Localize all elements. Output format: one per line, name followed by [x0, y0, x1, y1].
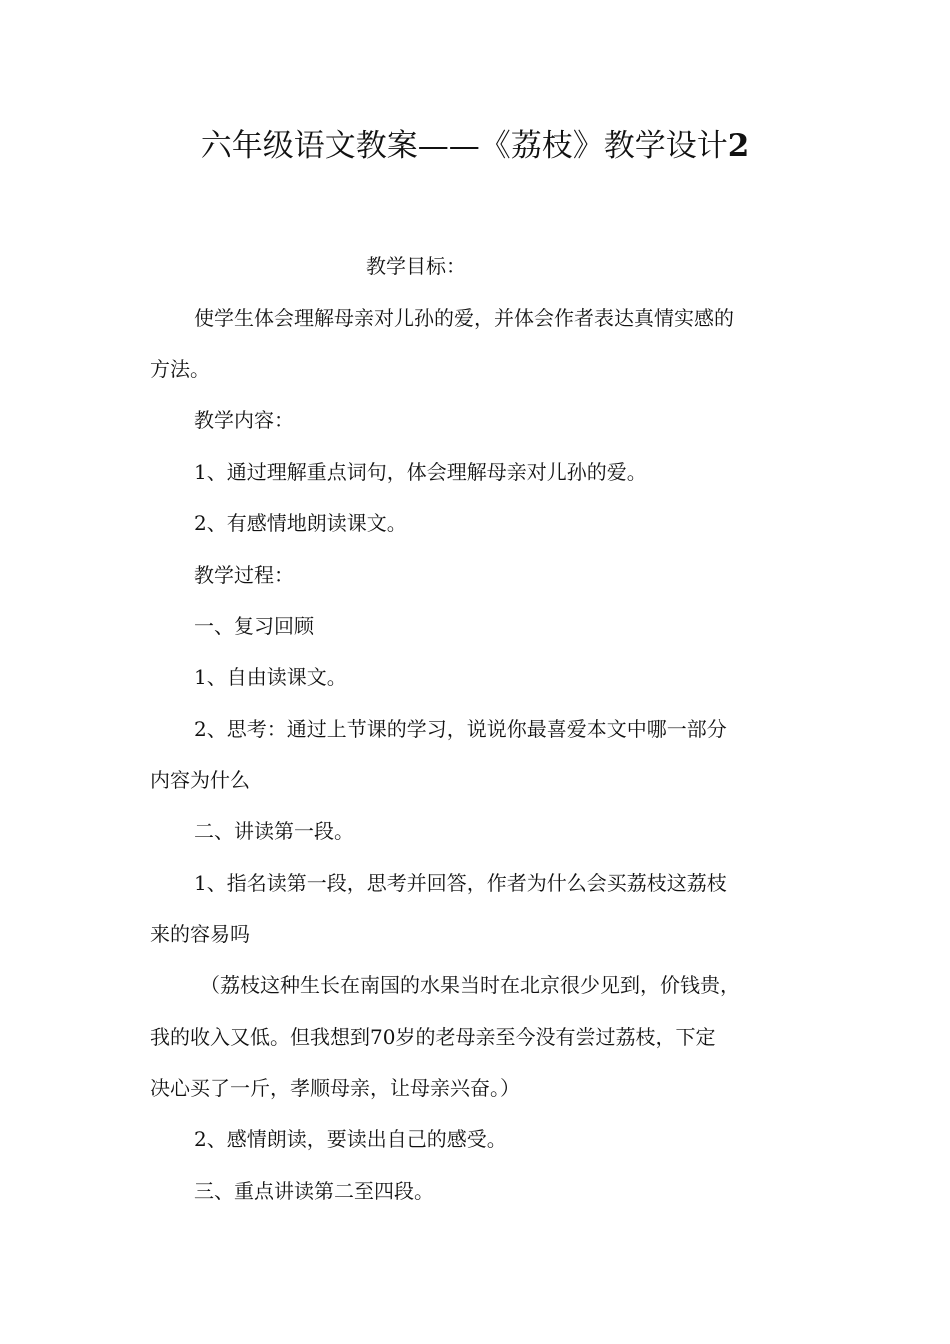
list-item: 1、通过理解重点词句，体会理解母亲对儿孙的爱。: [194, 460, 647, 484]
paragraph-line: 方法。: [150, 357, 210, 381]
list-item: 2、感情朗读，要读出自己的感受。: [194, 1127, 507, 1151]
step-heading: 二、讲读第一段。: [194, 819, 354, 843]
paragraph-line: 使学生体会理解母亲对儿孙的爱，并体会作者表达真情实感的: [194, 306, 734, 330]
list-item: 1、指名读第一段，思考并回答，作者为什么会买荔枝这荔枝: [194, 871, 727, 895]
step-heading: 三、重点讲读第二至四段。: [194, 1179, 434, 1203]
paragraph-line: 内容为什么: [150, 768, 250, 792]
section-heading-objectives: 教学目标：: [366, 254, 466, 278]
paragraph-line: 决心买了一斤，孝顺母亲，让母亲兴奋。）: [150, 1076, 520, 1100]
section-heading-process: 教学过程：: [194, 563, 294, 587]
paragraph-line: 来的容易吗: [150, 922, 250, 946]
step-heading: 一、复习回顾: [194, 614, 314, 638]
title-text: 六年级语文教案——《荔枝》教学设计: [200, 128, 728, 164]
title-number: 2: [727, 128, 750, 164]
document-title: [0, 120, 950, 172]
list-item: 1、自由读课文。: [194, 665, 347, 689]
paragraph-line: 我的收入又低。但我想到70岁的老母亲至今没有尝过荔枝，下定: [150, 1025, 716, 1049]
section-heading-content: 教学内容：: [194, 408, 294, 432]
list-item: 2、有感情地朗读课文。: [194, 511, 407, 535]
list-item: 2、思考：通过上节课的学习，说说你最喜爱本文中哪一部分: [194, 717, 727, 741]
paragraph-line: （荔枝这种生长在南国的水果当时在北京很少见到，价钱贵，: [200, 973, 740, 997]
